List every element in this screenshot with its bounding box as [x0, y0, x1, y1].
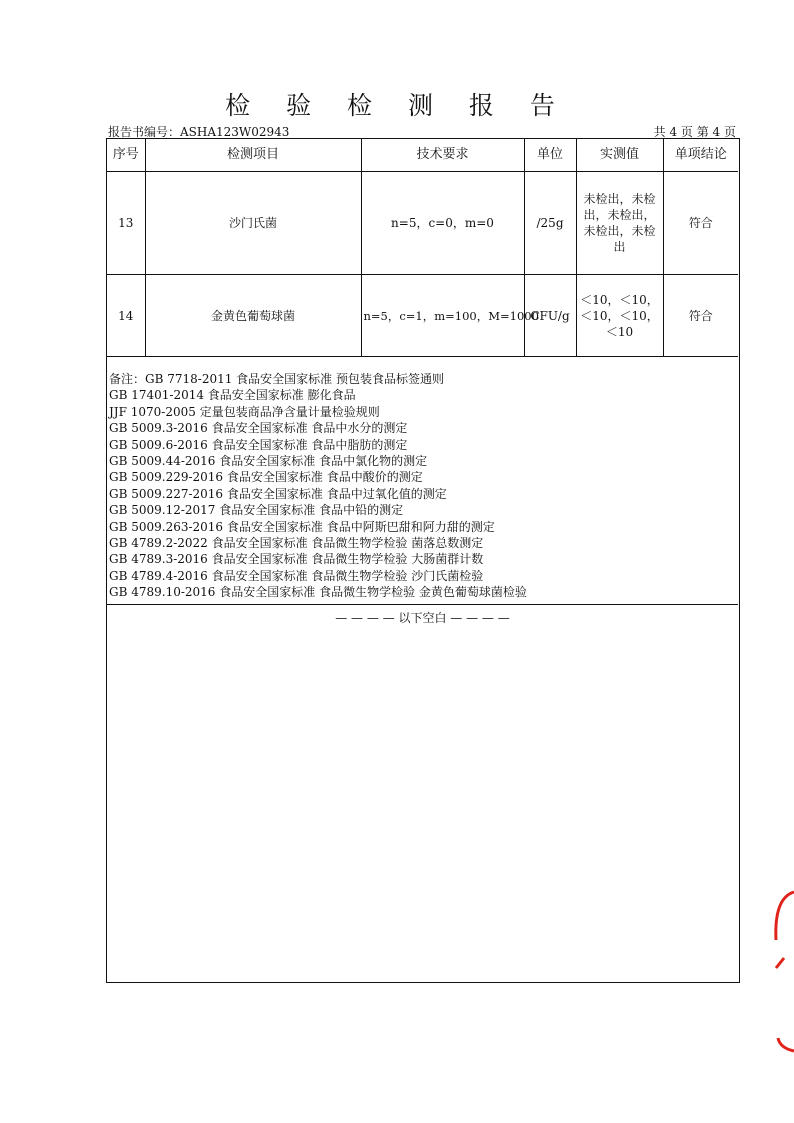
value-line: ＜10 — [605, 324, 634, 339]
cell-item: 金黄色葡萄球菌 — [145, 275, 361, 357]
cell-no: 14 — [107, 275, 145, 357]
note-line: JJF 1070-2005 定量包装商品净含量计量检验规则 — [109, 404, 380, 419]
header-value: 实测值 — [576, 139, 663, 172]
value-line: 未检出，未检 — [583, 192, 656, 206]
note-line: GB 17401-2014 食品安全国家标准 膨化食品 — [109, 388, 356, 403]
cell-value — [576, 172, 663, 275]
report-number: 报告书编号：ASHA123W02943 — [108, 125, 290, 139]
cell-item: 沙门氏菌 — [145, 172, 361, 275]
table-row — [107, 275, 738, 357]
report-title: 检 验 检 测 报 告 — [225, 91, 569, 120]
note-line: GB 5009.44-2016 食品安全国家标准 食品中氯化物的测定 — [109, 453, 428, 468]
value-line: 出，未检出， — [583, 208, 656, 222]
header-unit: 单位 — [524, 139, 576, 172]
note-line: GB 4789.3-2016 食品安全国家标准 食品微生物学检验 大肠菌群计数 — [109, 552, 484, 567]
note-line: GB 4789.10-2016 食品安全国家标准 食品微生物学检验 金黄色葡萄球菌检验 — [109, 585, 527, 600]
note-line: GB 5009.227-2016 食品安全国家标准 食品中过氧化值的测定 — [109, 486, 447, 501]
header-no: 序号 — [107, 139, 145, 172]
results-table — [107, 139, 738, 357]
note-line: GB 5009.229-2016 食品安全国家标准 食品中酸价的测定 — [109, 470, 423, 485]
note-line: GB 5009.12-2017 食品安全国家标准 食品中铅的测定 — [109, 503, 404, 518]
notes-section — [107, 367, 738, 605]
value-line: 未检出，未检 — [583, 224, 656, 238]
note-line: GB 4789.2-2022 食品安全国家标准 食品微生物学检验 菌落总数测定 — [109, 535, 484, 550]
header-requirement: 技术要求 — [361, 139, 524, 172]
cell-requirement: n=5，c=1，m=100，M=1000 — [361, 275, 524, 357]
cell-result: 符合 — [663, 172, 738, 275]
value-line: ＜10，＜10， — [580, 292, 659, 307]
note-line: GB 4789.4-2016 食品安全国家标准 食品微生物学检验 沙门氏菌检验 — [109, 568, 484, 583]
official-seal-stamp — [766, 888, 794, 1058]
cell-value — [576, 275, 663, 357]
table-row — [107, 172, 738, 275]
cell-requirement: n=5，c=0，m=0 — [361, 172, 524, 275]
value-line: ＜10，＜10， — [580, 308, 659, 323]
page-info: 共 4 页 第 4 页 — [653, 125, 736, 139]
table-header-row — [107, 139, 738, 172]
value-line: 出 — [613, 240, 626, 254]
blank-marker: — — — — 以下空白 — — — — — [335, 611, 510, 625]
cell-no: 13 — [107, 172, 145, 275]
cell-result: 符合 — [663, 275, 738, 357]
note-line: 备注：GB 7718-2011 食品安全国家标准 预包装食品标签通则 — [109, 372, 444, 386]
cell-unit: CFU/g — [524, 275, 576, 357]
note-line: GB 5009.6-2016 食品安全国家标准 食品中脂肪的测定 — [109, 437, 408, 452]
cell-unit: /25g — [524, 172, 576, 275]
header-result: 单项结论 — [663, 139, 738, 172]
report-frame — [106, 138, 740, 983]
header-item: 检测项目 — [145, 139, 361, 172]
note-line: GB 5009.3-2016 食品安全国家标准 食品中水分的测定 — [109, 421, 408, 436]
note-line: GB 5009.263-2016 食品安全国家标准 食品中阿斯巴甜和阿力甜的测定 — [109, 519, 495, 534]
